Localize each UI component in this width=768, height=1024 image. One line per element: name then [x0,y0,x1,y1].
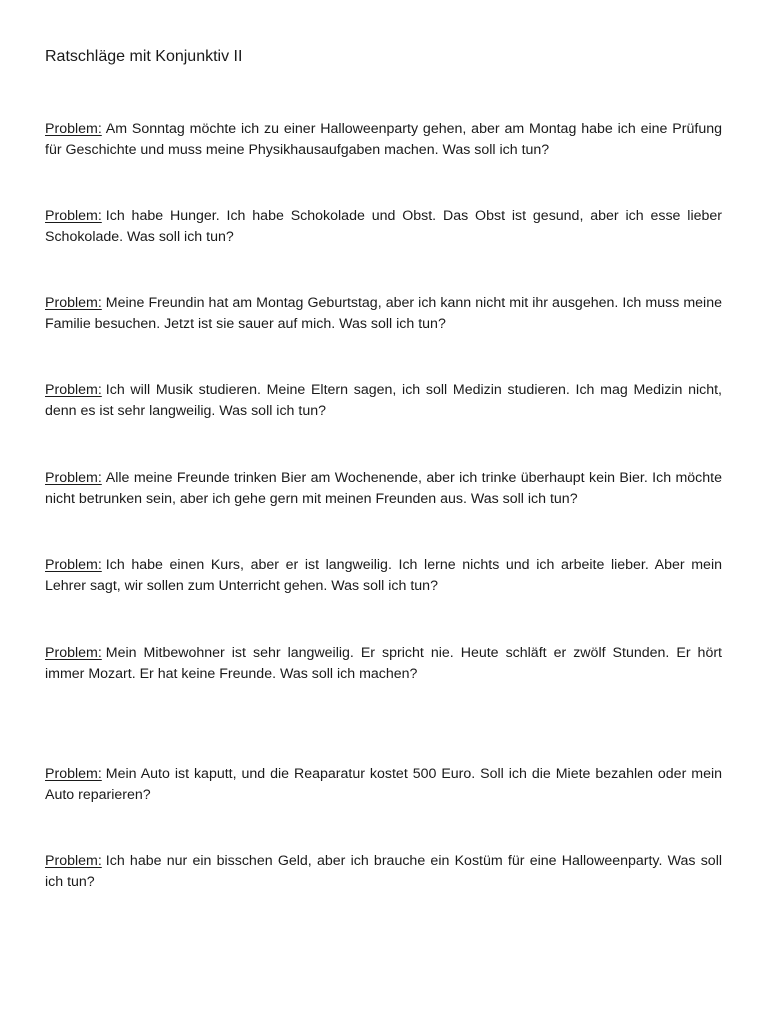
problem-item [45,293,722,335]
problem-text: Alle meine Freunde trinken Bier am Wochenende, aber ich trinke überhaupt kein Bier. Ich möchte nicht betrunken sein, aber ich gehe gern mit meinen Freunden aus. Was soll ich tun? [45,470,722,507]
problem-text: Ich habe Hunger. Ich habe Schokolade und Obst. Das Obst ist gesund, aber ich esse lieber Schokolade. Was soll ich tun? [45,208,722,245]
problem-label: Problem: [45,121,102,137]
problem-label: Problem: [45,645,102,661]
problem-item [45,206,722,248]
problem-label: Problem: [45,557,102,573]
problem-label: Problem: [45,470,102,486]
problem-text: Ich will Musik studieren. Meine Eltern sagen, ich soll Medizin studieren. Ich mag Medizin nicht, denn es ist sehr langweilig. Was soll ich tun? [45,382,722,419]
problem-item [45,380,722,422]
problem-item [45,119,722,161]
problem-label: Problem: [45,295,102,311]
problem-item [45,643,722,685]
problem-label: Problem: [45,208,102,224]
problem-item [45,851,722,893]
problem-text: Mein Auto ist kaputt, und die Reaparatur kostet 500 Euro. Soll ich die Miete bezahlen oder mein Auto reparieren? [45,766,722,803]
problem-label: Problem: [45,382,102,398]
problem-item [45,468,722,510]
problem-label: Problem: [45,766,102,782]
problem-label: Problem: [45,853,102,869]
problem-text: Mein Mitbewohner ist sehr langweilig. Er spricht nie. Heute schläft er zwölf Stunden. Er hört immer Mozart. Er hat keine Freunde. Was soll ich machen? [45,645,722,682]
problem-text: Ich habe nur ein bisschen Geld, aber ich brauche ein Kostüm für eine Halloweenparty. Was soll ich tun? [45,853,722,890]
document-title: Ratschläge mit Konjunktiv II [45,48,243,65]
problem-text: Ich habe einen Kurs, aber er ist langweilig. Ich lerne nichts und ich arbeite lieber. Aber mein Lehrer sagt, wir sollen zum Unterricht gehen. Was soll ich tun? [45,557,722,594]
problem-item [45,555,722,597]
problem-text: Meine Freundin hat am Montag Geburtstag, aber ich kann nicht mit ihr ausgehen. Ich muss meine Familie besuchen. Jetzt ist sie sauer auf mich. Was soll ich tun? [45,295,722,332]
problem-text: Am Sonntag möchte ich zu einer Halloweenparty gehen, aber am Montag habe ich eine Prüfung für Geschichte und muss meine Physikhausaufgaben machen. Was soll ich tun? [45,121,722,158]
problem-item [45,764,722,806]
